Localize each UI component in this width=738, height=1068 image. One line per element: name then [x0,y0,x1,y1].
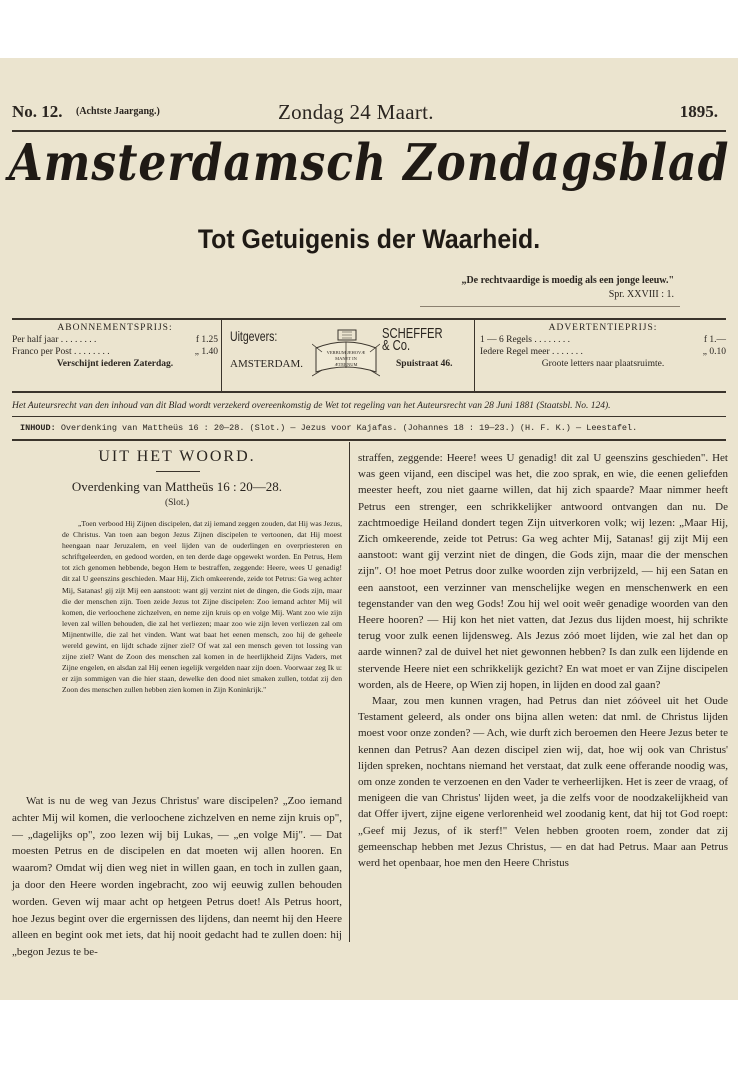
motto [461,274,674,302]
rule-contents [12,439,726,441]
issue-number: No. 12. [12,102,63,121]
paragraph: Wat is nu de weg van Jezus Christus' ware discipelen? „Zoo iemand achter Mij wil komen, die verloochene zichzelven en neme zijn kruis op", — „dagelijks op", zoo lezen wij bij Lukas, — „en volge Mij". — Dat moesten Petrus en de discipelen en dat moeten wij allen hooren. En waarom? Omdat wij dien weg niet in willen gaan, en toch in zullen gaan, ja door den Heere worden ingebracht, zoo wij eeuwig zullen behouden worden. Geven wij maar acht op hetgeen Petrus doet! Als Petrus hoort, hoe Jezus begint over die ergernissen des lijdens, dan neemt hij den Heere alleen en begint ook met iets, dat hij nooit gedacht had te zullen doen: hij „begon Jezus te be- [12,795,342,959]
extra-rule-price: „ 0.10 [702,347,726,357]
subscription-note: Verschijnt iederen Zaterdag. [56,359,174,369]
newspaper-title: Amsterdamsch Zondagsblad [8,134,730,193]
post-price: „ 1.40 [194,347,218,357]
post-label: Franco per Post . . . . . . . . [12,347,110,357]
column-divider [349,442,350,942]
scripture-quote: „Toen verbood Hij Zijnen discipelen, dat zij iemand zeggen zouden, dat Hij was Jezus, de Christus. Van toen aan begon Jezus Zijnen discipelen te vertoonen, dat Hij moest heengaan naar Jeruzalem, en veel lijden van de ouderlingen en overpriesteren en schriftgeleerden, en gedood worden, en ten derde dage opgewekt worden. En Petrus, Hem tot zich genomen hebbende, begon Hem te bestraffen, zeggende: Heere, wees U genadig! dit zal U geenszins geschieden. Maar Hij, Zich omkeerende, zeide tot Petrus: Ga weg achter Mij, Satanas! gij zijt Mij een aanstoot: want gij verzint niet de dingen, die Gods zijn, maar die der menschen zijn. Toen zeide Jezus tot Zijne discipelen: Zoo iemand achter Mij wil komen, die verloochene zichzelven, en neme zijn kruis op en volge Mij. Want zoo wie zijn leven zal willen behouden, die zal het verliezen; maar zoo wie zijn leven verliezen zal om Mijnentwille, die zal het vinden. Want wat baat het eenen mensch, zoo hij de geheele wereld gewint, en lijdt schade zijner ziel? Of wat zal een mensch geven tot lossing van zijne ziel? Want de Zoon des menschen zal komen in de heerlijkheid Zijns Vaders, met Zijne engelen, en alsdan zal Hij eenen iegelijk vergelden naar zijn doen. Voorwaar zeg Ik u: er zijn sommigen van die hier staan, dewelke den dood niet smaken zullen, totdat zij den Zoon des menschen zullen hebben zien komen in Zijn Koninkrijk." [62,519,342,695]
article-title: Overdenking van Mattheüs 16 : 20—28. [71,479,283,494]
divider-right [474,320,475,391]
rules-label: 1 — 6 Regels . . . . . . . . [480,335,570,345]
article-column-2 [358,450,728,871]
volume-label: (Achtste Jaargang.) [76,106,160,117]
newspaper-subtitle: Tot Getuigenis der Waarheid. [197,224,541,254]
advertising-note: Groote letters naar plaatsruimte. [541,359,665,369]
newspaper-page [0,58,738,1000]
contents-label: INHOUD: [20,423,56,433]
masthead-top-line [12,102,726,124]
copyright-notice: Het Auteursrecht van den inhoud van dit Blad wordt verzekerd overeenkomstig de Wet tot regeling van het Auteursrecht van 28 Juni 1881 (Staatsbl. No. 124). [12,401,611,411]
publisher-city: AMSTERDAM. [230,358,304,370]
publisher-emblem [312,328,380,384]
rule-box-top [12,318,726,320]
subscription-heading: ABONNEMENTSPRIJS: [57,323,173,333]
issue-date: Zondag 24 Maart. [278,100,434,124]
contents-line [20,423,720,433]
article-note: (Slot.) [164,498,189,508]
publisher-label: Uitgevers: [230,328,278,344]
half-year-price: f 1.25 [195,335,218,345]
publisher-name: SCHEFFER & Co. [382,325,443,354]
half-year-label: Per half jaar . . . . . . . . [12,335,97,345]
extra-rule-label: Iedere Regel meer . . . . . . . [480,347,583,357]
subscription-box [12,322,218,394]
rules-price: f 1.— [703,335,726,345]
publisher-address: Spuistraat 46. [396,359,453,369]
rule-copyright [12,416,726,417]
paragraph: straffen, zeggende: Heere! wees U genadig! dit zal U geenszins geschieden". Het was geen vijand, een discipel was het, die zoo sprak, en wie, die eenen geliefden meester heeft, zou niet gaarne willen, dat hij zich spaarde? Maar nimmer heeft Petrus een strenger, een schrikkelijker antwoord ontvangen dan nu. De zachtmoedige Heiland dondert tegen Zijn uitverkoren volk; wij lezen: „Maar Hij, Zich omkeerende, zeide tot Petrus: Ga weg achter Mij, Satanas! gij zijt Mij een aanstoot: want gij verzint niet de dingen, die Gods zijn, maar die der menschen zijn". O! hoe moet Petrus door zulke woorden zijn verbrijzeld, — hij een Satan en een aanstoot, een verzinner van menschelijke wegen en menschenwerk en een tegenstander van den weg Gods! Zou hij wel ooit weêr genadige woorden van den Heere hooren? — Hij kon het niet vatten, dat Jezus dus lijden moest, hij schrikte terug voor zulk eenen lijdensweg. Als Jezus zóó moet lijden, wie zal het dan op aarde winnen? zal de duivel het niet gewonnen hebben? Is dan zulk een lijdende en stervende Heere niet een schrikkelijk gezicht? En wat moet er van Zijne discipelen worden, als de Heere, op Wien zij hopen, in lijden en dood zal gaan? [358,452,728,691]
motto-reference: Spr. XXVIII : 1. [608,289,674,300]
divider-left [221,320,222,391]
section-heading: UIT HET WOORD. [98,448,256,465]
section-rule [156,471,200,472]
contents-text: Overdenking van Mattheüs 16 : 20—28. (Slot.) — Jezus voor Kajafas. (Johannes 18 : 19—23.) (H. F. K.) — Leestafel. [60,423,638,433]
paragraph: Maar, zou men kunnen vragen, had Petrus dan niet zóóveel uit het Oude Testament geleerd, als onder ons bijna allen weten: dat nml. de Christus lijden moest voor onze zonden? — Ach, wie durft zich beroemen den Heere Jezus beter te kennen dan Petrus? Aan dezen discipel zien wij, dat, hoe wij ook van Christus' lijden spreken, nochtans niemand het verstaat, dat zulk eene offerande noodig was, om onze zonden te verzoenen en den Vader te verheerlijken. Het is zeer de vraag, of menigeen die van Christus' lijden weet, ja die zelfs voor de noodzakelijkheid van dat Offer ijvert, zijne eigene verlorenheid wel zoodanig kent, dat hij tot God roept: „Geef mij Jezus, of ik sterf!" Velen hebben grooten roem, zonder dat zij gemeenschap hebben met Jezus Christus, — en dat had Petrus. Maar aan Petrus werd het openbaar, hoe men den Heere Christus [358,695,728,870]
publisher-box [226,322,470,394]
motto-text: „De rechtvaardige is moedig als een jonge leeuw." [461,275,674,286]
advertising-box [480,322,726,394]
advertising-heading: ADVERTENTIEPRIJS: [548,323,658,333]
article-column-1 [12,793,342,961]
issue-year: 1895. [679,102,718,121]
rule-top [12,130,726,132]
motto-rule [420,306,680,307]
emblem-text: VERBUM JEHOVÆ MANET IN ÆTERNUM [326,350,366,367]
